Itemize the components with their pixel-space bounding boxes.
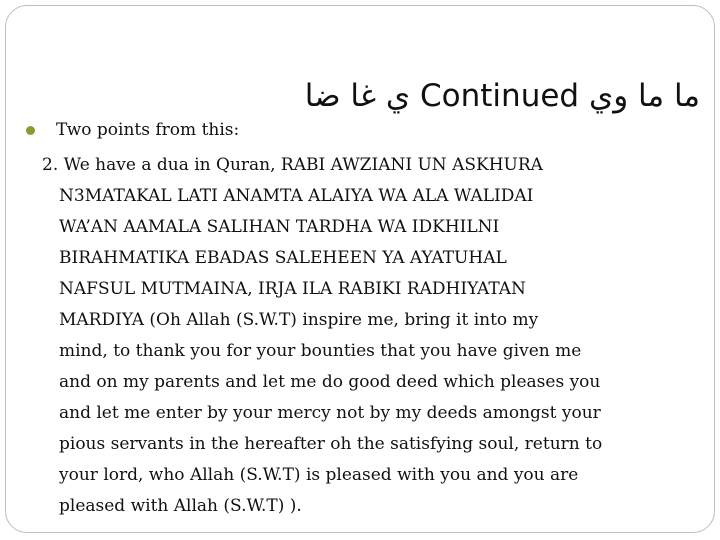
- bullet-item: [26, 117, 239, 143]
- body-line: mind, to thank you for your bounties that you have given me: [59, 341, 582, 361]
- body-line: and let me enter by your mercy not by my deeds amongst your: [59, 403, 601, 423]
- body-line: NAFSUL MUTMAINA, IRJA ILA RABIKI RADHIYATAN: [59, 279, 526, 299]
- bullet-dot-icon: [26, 126, 35, 135]
- body-text: [42, 150, 692, 522]
- body-line: and on my parents and let me do good deed which pleases you: [59, 372, 601, 392]
- slide-title: ما ما وي Continued ي غا ضا: [304, 78, 700, 114]
- body-line: your lord, who Allah (S.W.T) is pleased with you and you are: [59, 465, 579, 485]
- body-line: BIRAHMATIKA EBADAS SALEHEEN YA AYATUHAL: [59, 248, 507, 268]
- body-line: WA’AN AAMALA SALIHAN TARDHA WA IDKHILNI: [59, 217, 500, 237]
- body-line: pleased with Allah (S.W.T) ).: [59, 496, 302, 516]
- body-line: MARDIYA (Oh Allah (S.W.T) inspire me, bring it into my: [59, 310, 539, 330]
- bullet-text: Two points from this:: [56, 120, 240, 140]
- body-line: pious servants in the hereafter oh the satisfying soul, return to: [59, 434, 603, 454]
- body-line: 2. We have a dua in Quran, RABI AWZIANI UN ASKHURA: [42, 155, 543, 175]
- body-line: N3MATAKAL LATI ANAMTA ALAIYA WA ALA WALIDAI: [59, 186, 534, 206]
